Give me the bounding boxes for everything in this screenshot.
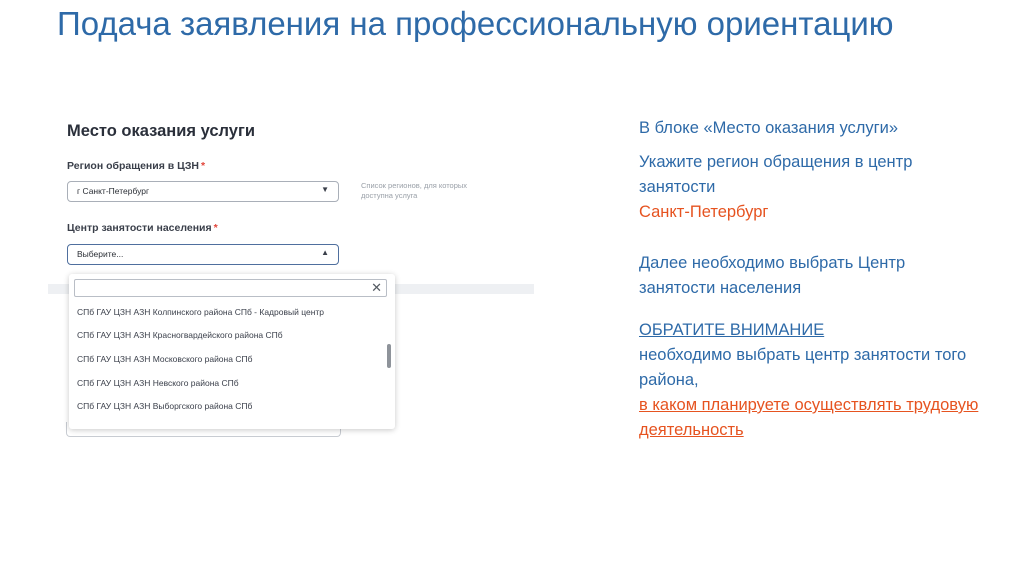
dropdown-option[interactable]: СПб ГАУ ЦЗН АЗН Красногвардейского района СПб	[77, 330, 283, 340]
dropdown-option[interactable]: СПб ГАУ ЦЗН АЗН Невского района СПб	[77, 378, 239, 388]
attention-highlight: в каком планируете осуществлять трудовую деятельность	[639, 396, 979, 439]
caret-up-icon: ▲	[321, 248, 329, 257]
caret-down-icon: ▼	[321, 185, 329, 194]
dropdown-option[interactable]: СПб ГАУ ЦЗН АЗН Колпинского района СПб - Кадровый центр	[77, 307, 325, 317]
note-region	[639, 150, 979, 225]
region-select[interactable]	[67, 181, 339, 202]
note-next-step: Далее необходимо выбрать Центр занятости населения	[639, 254, 906, 297]
center-label-text: Центр занятости населения	[67, 222, 212, 234]
form-title: Место оказания услуги	[67, 122, 256, 140]
region-label	[67, 160, 205, 172]
dropdown-option[interactable]: СПб ГАУ ЦЗН АЗН Московского района СПб	[77, 354, 253, 364]
form-screenshot	[48, 108, 538, 453]
note-block-intro: В блоке «Место оказания услуги»	[639, 119, 899, 137]
region-select-value: г Санкт-Петербург	[77, 186, 150, 196]
center-select-placeholder: Выберите...	[77, 249, 124, 259]
region-hint: Список регионов, для которых доступна услуга	[361, 181, 468, 200]
region-label-text: Регион обращения в ЦЗН	[67, 160, 199, 172]
attention-heading: ОБРАТИТЕ ВНИМАНИЕ	[639, 321, 825, 339]
dropdown-search-input[interactable]	[74, 279, 387, 297]
dropdown-scrollbar[interactable]	[387, 344, 391, 368]
attention-text: необходимо выбрать центр занятости того района,	[639, 346, 967, 389]
note-region-value: Санкт-Петербург	[639, 203, 769, 221]
center-dropdown	[69, 274, 395, 429]
center-label	[67, 222, 218, 234]
dropdown-option[interactable]: СПб ГАУ ЦЗН АЗН Выборгского района СПб	[77, 401, 253, 411]
close-icon[interactable]: ✕	[371, 280, 382, 295]
note-attention	[639, 318, 979, 443]
note-region-text: Укажите регион обращения в центр занятости	[639, 153, 913, 196]
center-select[interactable]	[67, 244, 339, 265]
slide-title: Подача заявления на профессиональную ориентацию	[57, 5, 894, 42]
required-mark: *	[213, 222, 218, 234]
required-mark: *	[200, 160, 206, 172]
